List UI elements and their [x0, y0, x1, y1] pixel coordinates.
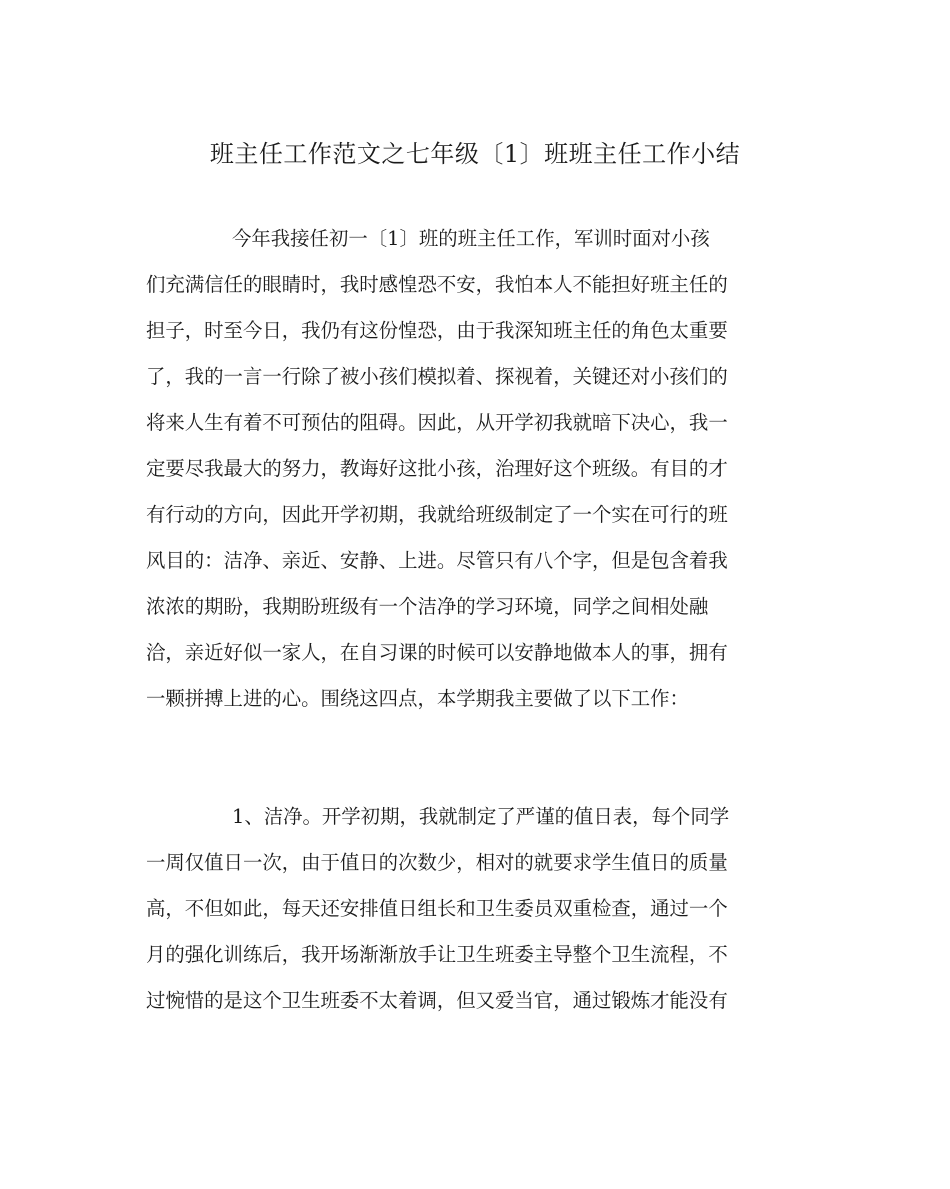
- paragraph-line: 风目的：洁净、亲近、安静、上进。尽管只有八个字，但是包含着我: [146, 549, 728, 572]
- document-title: 班主任工作范文之七年级〔1〕班班主任工作小结: [209, 140, 741, 168]
- paragraph-line: 担子，时至今日，我仍有这份惶恐，由于我深知班主任的角色太重要: [146, 319, 728, 342]
- paragraph-line: 有行动的方向，因此开学初期，我就给班级制定了一个实在可行的班: [146, 503, 728, 526]
- paragraph-line: 1、洁净。开学初期，我就制定了严谨的值日表，每个同学: [232, 805, 730, 828]
- paragraph-line: 们充满信任的眼睛时，我时感惶恐不安，我怕本人不能担好班主任的: [146, 273, 728, 296]
- paragraph-line: 洽，亲近好似一家人，在自习课的时候可以安静地做本人的事，拥有: [146, 641, 728, 664]
- paragraph-line: 一周仅值日一次，由于值日的次数少，相对的就要求学生值日的质量: [146, 851, 728, 874]
- paragraph-line: 高，不但如此，每天还安排值日组长和卫生委员双重检查，通过一个: [146, 897, 728, 920]
- paragraph-line: 定要尽我最大的努力，教诲好这批小孩，治理好这个班级。有目的才: [146, 457, 728, 480]
- paragraph-line: 将来人生有着不可预估的阻碍。因此，从开学初我就暗下决心，我一: [146, 411, 728, 434]
- paragraph-line: 浓浓的期盼，我期盼班级有一个洁净的学习环境，同学之间相处融: [146, 595, 709, 618]
- paragraph-line: 过惋惜的是这个卫生班委不太着调，但又爱当官，通过锻炼才能没有: [146, 989, 728, 1012]
- paragraph-line: 月的强化训练后，我开场渐渐放手让卫生班委主导整个卫生流程，不: [146, 943, 728, 966]
- paragraph-line: 一颗拼搏上进的心。围绕这四点，本学期我主要做了以下工作：: [146, 687, 689, 710]
- paragraph-line: 了，我的一言一行除了被小孩们模拟着、探视着，关键还对小孩们的: [146, 365, 728, 388]
- paragraph-line: 今年我接任初一〔1〕班的班主任工作，军训时面对小孩: [232, 227, 710, 250]
